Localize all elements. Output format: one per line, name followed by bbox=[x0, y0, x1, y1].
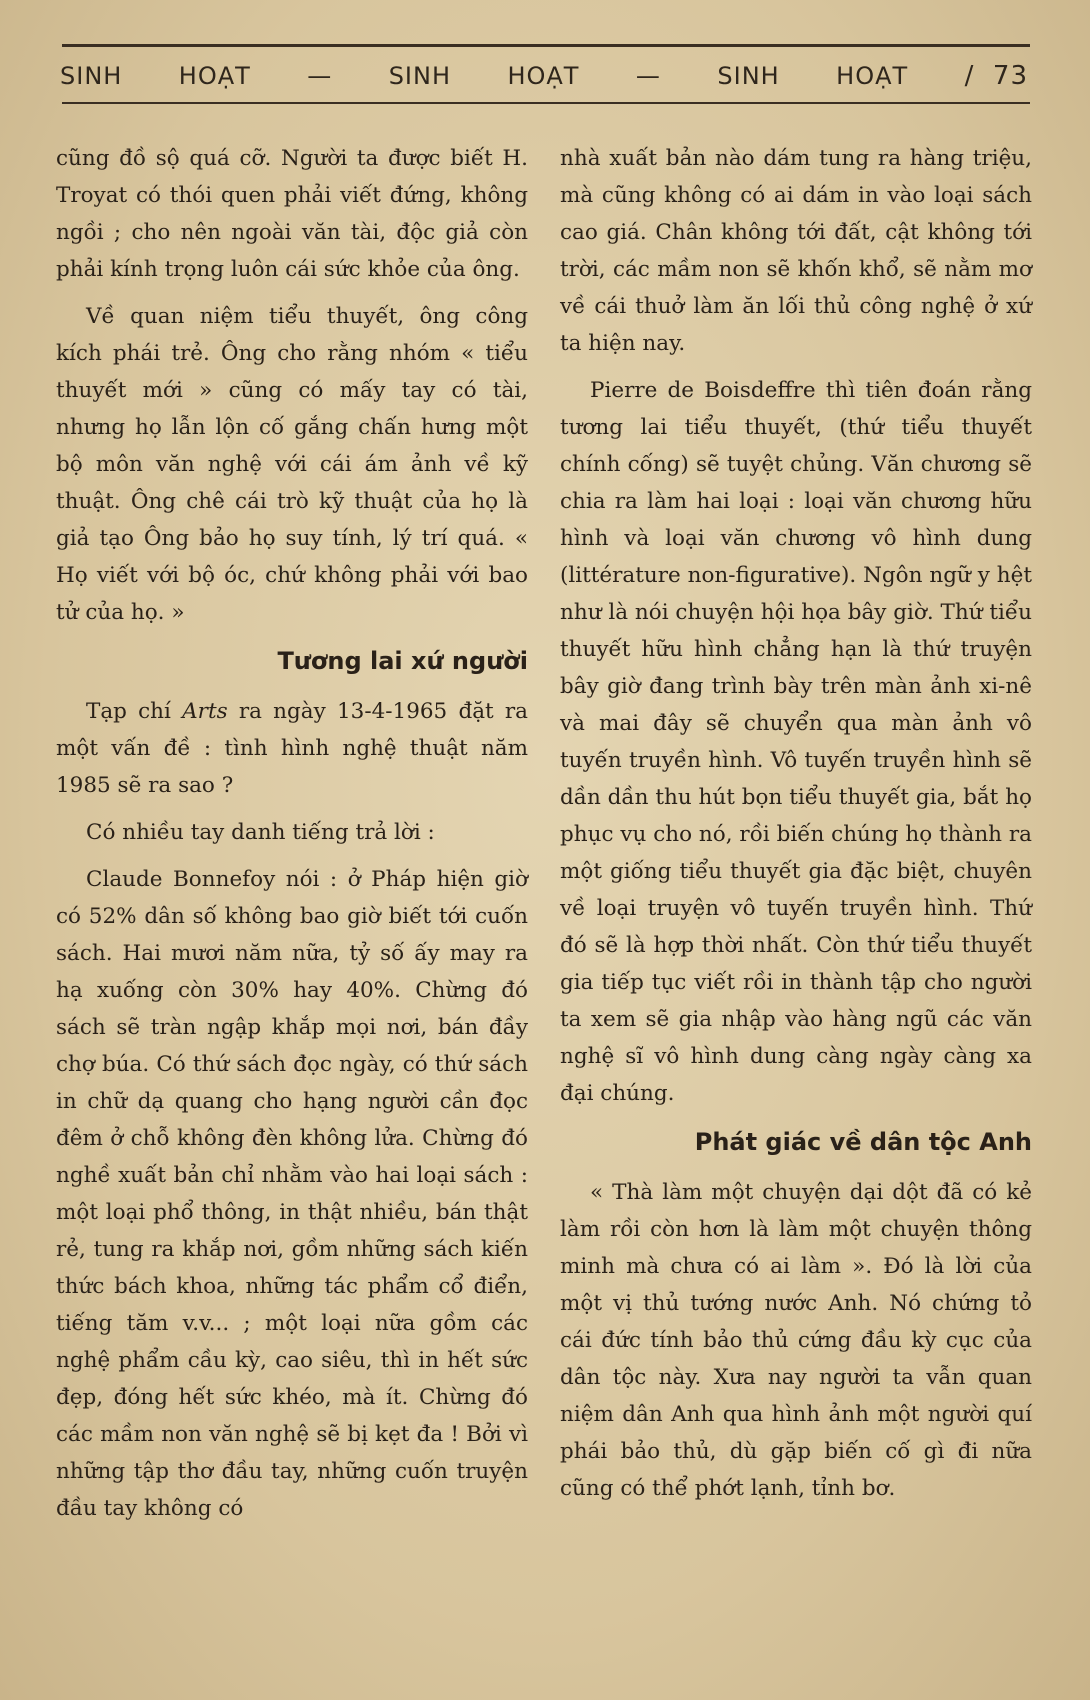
header-bottom-rule bbox=[62, 102, 1030, 104]
header-word: HOẠT bbox=[178, 62, 251, 90]
header-dash: — bbox=[307, 62, 333, 90]
page-number bbox=[965, 61, 1028, 91]
right-paragraph-1: nhà xuất bản nào dám tung ra hàng triệu, mà cũng không có ai dám in vào loại sách cao giá. Chân không tới đất, cật không tới trời, các mầm non sẽ khốn khổ, sẽ nằm mơ về cái thuở làm ăn lối thủ công nghệ ở xứ ta hiện nay. bbox=[560, 146, 1032, 356]
section-heading-phat-giac: Phát giác về dân tộc Anh bbox=[694, 1128, 1032, 1156]
left-paragraph-1: cũng đồ sộ quá cỡ. Người ta được biết H. Troyat có thói quen phải viết đứng, không ngồi ; cho nên ngoài văn tài, độc giả còn phải kính trọng luôn cái sức khỏe của ông. bbox=[56, 146, 528, 282]
section-heading-tuong-lai: Tương lai xứ người bbox=[277, 647, 528, 675]
left-paragraph-5: Claude Bonnefoy nói : ở Pháp hiện giờ có 52% dân số không bao giờ biết tới cuốn sách. Hai mươi năm nữa, tỷ số ấy may ra hạ xuống còn 30% hay 40%. Chừng đó sách sẽ tràn ngập khắp mọi nơi, bán đầy chợ búa. Có thứ sách đọc ngày, có thứ sách in chữ dạ quang cho hạng người cần đọc đêm ở chỗ không đèn không lửa. Chừng đó nghề xuất bản chỉ nhằm vào hai loại sách : một loại phổ thông, in thật nhiều, bán thật rẻ, tung ra khắp nơi, gồm những sách kiến thức bách khoa, những tác phẩm cổ điển, tiếng tăm v.v... ; một loại nữa gồm các nghệ phẩm cầu kỳ, cao siêu, thì in hết sức đẹp, đóng hết sức khéo, mà ít. Chừng đó các mầm non văn nghệ sẽ bị kẹt đa ! Bởi vì những tập thơ đầu tay, những cuốn truyện đầu tay không có bbox=[56, 867, 528, 1521]
header-dash: — bbox=[635, 62, 661, 90]
header-word: SINH bbox=[388, 62, 451, 90]
header-word: SINH bbox=[717, 62, 780, 90]
magazine-title-arts: Arts bbox=[182, 699, 228, 724]
left-column bbox=[56, 140, 528, 1537]
header-slash: / bbox=[964, 61, 975, 91]
right-column bbox=[560, 140, 1032, 1517]
right-paragraph-2: Pierre de Boisdeffre thì tiên đoán rằng tương lai tiểu thuyết, (thứ tiểu thuyết chính cống) sẽ tuyệt chủng. Văn chương sẽ chia ra làm hai loại : loại văn chương hữu hình và loại văn chương vô hình dung (littérature non-figurative). Ngôn ngữ y hệt như là nói chuyện hội họa bây giờ. Thứ tiểu thuyết hữu hình chẳng hạn là thứ truyện bây giờ đang trình bày trên màn ảnh xi-nê và mai đây sẽ chuyển qua màn ảnh vô tuyến truyền hình. Vô tuyến truyền hình sẽ dần dần thu hút bọn tiểu thuyết gia, bắt họ phục vụ cho nó, rồi biến chúng họ thành ra một giống tiểu thuyết gia đặc biệt, chuyên về loại truyện vô tuyến truyền hình. Thứ đó sẽ là hợp thời nhất. Còn thứ tiểu thuyết gia tiếp tục viết rồi in thành tập cho người ta xem sẽ gia nhập vào hàng ngũ các văn nghệ sĩ vô hình dung càng ngày càng xa đại chúng. bbox=[560, 378, 1032, 1106]
page-number-value: 73 bbox=[992, 61, 1028, 91]
header-top-rule bbox=[62, 44, 1030, 47]
right-paragraph-3: « Thà làm một chuyện dại dột đã có kẻ làm rồi còn hơn là làm một chuyện thông minh mà chưa có ai làm ». Đó là lời của một vị thủ tướng nước Anh. Nó chứng tỏ cái đức tính bảo thủ cứng đầu kỳ cục của dân tộc này. Xưa nay người ta vẫn quan niệm dân Anh qua hình ảnh một người quí phái bảo thủ, dù gặp biến cố gì đi nữa cũng có thể phớt lạnh, tỉnh bơ. bbox=[560, 1180, 1032, 1501]
header-word: SINH bbox=[60, 62, 123, 90]
header-word: HOẠT bbox=[507, 62, 580, 90]
left-paragraph-2: Về quan niệm tiểu thuyết, ông công kích phái trẻ. Ông cho rằng nhóm « tiểu thuyết mới » cũng có mấy tay có tài, nhưng họ lẫn lộn cố gắng chấn hưng một bộ môn văn nghệ với cái ám ảnh về kỹ thuật. Ông chê cái trò kỹ thuật của họ là giả tạo Ông bảo họ suy tính, lý trí quá. « Họ viết với bộ óc, chứ không phải với bao tử của họ. » bbox=[56, 304, 528, 625]
header-word: HOẠT bbox=[836, 62, 909, 90]
left-paragraph-3: Tạp chí Arts ra ngày 13-4-1965 đặt ra một vấn đề : tình hình nghệ thuật năm 1985 sẽ ra sao ? bbox=[56, 699, 528, 798]
left-paragraph-4: Có nhiều tay danh tiếng trả lời : bbox=[86, 820, 435, 845]
running-header bbox=[60, 58, 1028, 94]
